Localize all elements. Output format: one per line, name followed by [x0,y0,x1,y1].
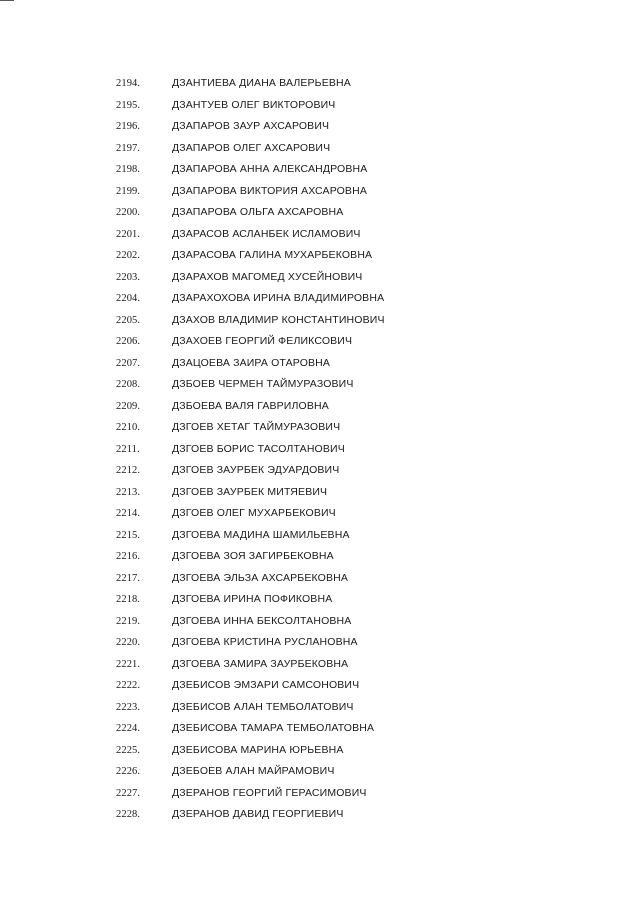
list-item [0,503,640,525]
list-item [0,460,640,482]
entry-number: 2220. [116,637,141,648]
entry-name: ДЗГОЕВА ИННА БЕКСОЛТАНОВНА [172,614,352,627]
list-item [0,159,640,181]
entry-name: ДЗГОЕВА КРИСТИНА РУСЛАНОВНА [172,636,358,648]
entry-number: 2197. [116,142,141,154]
entry-name: ДЗГОЕВА ЗАМИРА ЗАУРБЕКОВНА [172,657,349,670]
list-item [0,718,640,740]
entry-name: ДЗЕБОЕВ АЛАН МАЙРАМОВИЧ [172,765,335,777]
entry-name: ДЗАРАСОВА ГАЛИНА МУХАРБЕКОВНА [172,249,373,261]
entry-name: ДЗГОЕВА ЗОЯ ЗАГИРБЕКОВНА [172,550,334,562]
entry-name: ДЗАРАСОВ АСЛАНБЕК ИСЛАМОВИЧ [172,227,361,240]
list-item [0,224,640,246]
list-item [0,697,640,719]
page-corner-mark [0,0,14,1]
entry-number: 2209. [116,400,141,412]
entry-name: ДЗАПАРОВА ВИКТОРИЯ АХСАРОВНА [172,184,367,197]
list-item [0,632,640,654]
entry-name: ДЗЕБИСОВ ЭМЗАРИ САМСОНОВИЧ [172,679,360,691]
entry-number: 2198. [116,164,141,175]
list-item [0,439,640,461]
list-item [0,181,640,203]
entry-number: 2200. [116,207,141,218]
entry-number: 2203. [116,271,141,283]
entry-number: 2225. [116,744,141,756]
entry-number: 2201. [116,228,141,240]
list-item [0,654,640,676]
entry-number: 2223. [116,701,141,713]
entry-number: 2199. [116,185,141,197]
entry-number: 2219. [116,615,141,627]
name-list [0,73,640,826]
list-item [0,267,640,289]
entry-name: ДЗАРАХОВ МАГОМЕД ХУСЕЙНОВИЧ [172,270,363,283]
entry-name: ДЗАПАРОВ ЗАУР АХСАРОВИЧ [172,120,330,132]
entry-name: ДЗЕРАНОВ ГЕОРГИЙ ГЕРАСИМОВИЧ [172,786,367,799]
entry-number: 2211. [116,443,140,455]
entry-name: ДЗАРАХОХОВА ИРИНА ВЛАДИМИРОВНА [172,292,385,304]
entry-number: 2224. [116,723,141,734]
entry-name: ДЗБОЕВ ЧЕРМЕН ТАЙМУРАЗОВИЧ [172,378,354,390]
list-item [0,675,640,697]
entry-number: 2195. [116,99,141,111]
entry-number: 2217. [116,572,141,584]
entry-number: 2213. [116,486,141,498]
list-item [0,740,640,762]
entry-name: ДЗГОЕВА МАДИНА ШАМИЛЬЕВНА [172,528,350,541]
list-item [0,482,640,504]
entry-name: ДЗАХОВ ВЛАДИМИР КОНСТАНТИНОВИЧ [172,313,385,326]
entry-number: 2226. [116,766,141,777]
entry-number: 2208. [116,379,141,390]
entry-name: ДЗЕРАНОВ ДАВИД ГЕОРГИЕВИЧ [172,808,344,820]
list-item [0,804,640,826]
entry-number: 2206. [116,336,141,347]
list-item [0,116,640,138]
list-item [0,374,640,396]
entry-number: 2205. [116,314,141,326]
list-item [0,417,640,439]
entry-name: ДЗБОЕВА ВАЛЯ ГАВРИЛОВНА [172,399,329,412]
list-item [0,331,640,353]
entry-number: 2227. [116,787,141,799]
entry-name: ДЗГОЕВ БОРИС ТАСОЛТАНОВИЧ [172,442,345,455]
list-item [0,73,640,95]
entry-number: 2215. [116,529,141,541]
entry-name: ДЗАНТУЕВ ОЛЕГ ВИКТОРОВИЧ [172,98,336,111]
list-item [0,245,640,267]
entry-number: 2214. [116,508,141,519]
entry-number: 2210. [116,422,141,433]
entry-number: 2212. [116,465,141,476]
list-item [0,611,640,633]
list-item [0,589,640,611]
entry-number: 2228. [116,809,141,820]
entry-name: ДЗГОЕВ ЗАУРБЕК МИТЯЕВИЧ [172,485,328,498]
entry-number: 2207. [116,357,141,369]
entry-number: 2218. [116,594,141,605]
entry-number: 2216. [116,551,141,562]
entry-name: ДЗГОЕВ ХЕТАГ ТАЙМУРАЗОВИЧ [172,421,341,433]
entry-name: ДЗАНТИЕВА ДИАНА ВАЛЕРЬЕВНА [172,77,351,89]
list-item [0,761,640,783]
entry-number: 2202. [116,250,141,261]
list-item [0,95,640,117]
entry-name: ДЗГОЕВ ЗАУРБЕК ЭДУАРДОВИЧ [172,464,340,476]
list-item [0,546,640,568]
list-item [0,396,640,418]
entry-number: 2222. [116,680,141,691]
entry-name: ДЗЕБИСОВ АЛАН ТЕМБОЛАТОВИЧ [172,700,354,713]
entry-name: ДЗАПАРОВА ОЛЬГА АХСАРОВНА [172,206,344,218]
entry-number: 2221. [116,658,141,670]
entry-name: ДЗГОЕВ ОЛЕГ МУХАРБЕКОВИЧ [172,507,336,519]
entry-name: ДЗЕБИСОВА ТАМАРА ТЕМБОЛАТОВНА [172,722,375,734]
entry-name: ДЗАЦОЕВА ЗАИРА ОТАРОВНА [172,356,331,369]
list-item [0,353,640,375]
entry-name: ДЗАХОЕВ ГЕОРГИЙ ФЕЛИКСОВИЧ [172,335,353,347]
list-item [0,202,640,224]
entry-name: ДЗАПАРОВА АННА АЛЕКСАНДРОВНА [172,163,368,175]
entry-name: ДЗАПАРОВ ОЛЕГ АХСАРОВИЧ [172,141,331,154]
entry-number: 2196. [116,121,141,132]
list-item [0,568,640,590]
entry-name: ДЗГОЕВА ИРИНА ПОФИКОВНА [172,593,333,605]
list-item [0,288,640,310]
list-item [0,783,640,805]
entry-number: 2204. [116,293,141,304]
entry-number: 2194. [116,78,141,89]
entry-name: ДЗЕБИСОВА МАРИНА ЮРЬЕВНА [172,743,344,756]
entry-name: ДЗГОЕВА ЭЛЬЗА АХСАРБЕКОВНА [172,571,348,584]
list-item [0,310,640,332]
list-item [0,525,640,547]
list-item [0,138,640,160]
